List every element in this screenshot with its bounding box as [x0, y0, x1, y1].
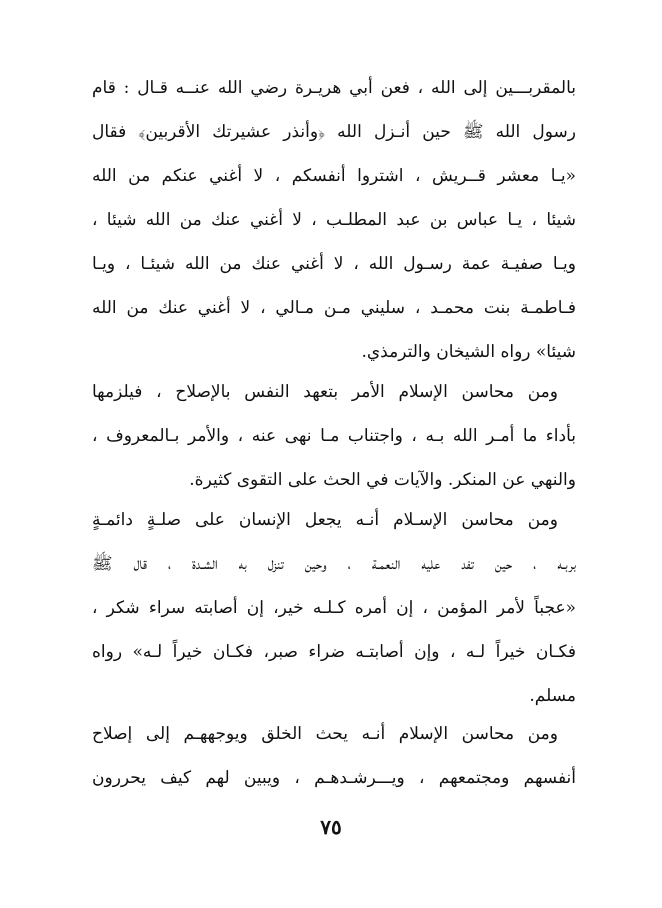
text-line: فـاطمـة بنت محمـد ، سليني مـن مـالي ، لا أغني عنك من الله — [92, 298, 576, 318]
text-line: ومن محاسن الإسلام أنـه يحث الخلق ويوجههـم إلى إصلاح — [92, 724, 558, 744]
text-line: فكـان خيراً لـه ، وإن أصابتـه ضراء صبر، فكـان خيراً لـه» رواه — [92, 642, 576, 662]
text-line: «يـا معشر قــريش ، اشتروا أنفسكم ، لا أغني عنكم من الله — [92, 166, 576, 186]
text-line: بربـه ، حين تفد عليه النعمـة ، وحين تنزل به الشـدة ، قال ﷺ — [92, 554, 576, 574]
text-line: «عجباً لأمر المؤمن ، إن أمره كـلـه خير، إن أصابته سراء شكر ، — [92, 598, 576, 618]
text-line: رسول الله ﷺ حين أنـزل الله ﴿وأنذر عشيرتك الأقربين﴾ فقال — [92, 122, 576, 142]
text-line: ومن محاسن الإسلام الأمر بتعهد النفس بالإصلاح ، فيلزمها — [92, 382, 558, 402]
paragraph-2 — [92, 370, 576, 502]
paragraph-4 — [92, 712, 576, 800]
text-line: بالمقربـــين إلى الله ، فعن أبي هريـرة رضي الله عنــه قـال : قام — [92, 78, 576, 98]
text-line: والنهي عن المنكر. والآيات في الحث على التقوى كثيرة. — [189, 470, 576, 490]
text-line: أنفسهم ومجتمعهم ، ويـــرشـدهـم ، ويبين لهم كيف يحررون — [92, 768, 576, 788]
text-line: ومن محاسن الإسـلام أنـه يجعل الإنسان على صلـةٍ دائمـةٍ — [92, 510, 558, 530]
paragraph-1 — [92, 66, 576, 374]
text-line: شيئا» رواه الشيخان والترمذي. — [361, 342, 576, 362]
text-line: بأداء ما أمـر الله بـه ، واجتناب مـا نهى عنه ، والأمر بـالمعروف ، — [92, 426, 576, 446]
text-line: شيئا ، يـا عباس بن عبد المطلـب ، لا أغني عنك من الله شيئا ، — [92, 210, 576, 230]
paragraph-3 — [92, 498, 576, 718]
text-line: مسلم. — [529, 686, 576, 706]
text-line: ويـا صفيـة عمة رسـول الله ، لا أغني عنك من الله شيئـا ، ويـا — [92, 254, 576, 274]
page-number: ٧٥ — [320, 815, 342, 839]
